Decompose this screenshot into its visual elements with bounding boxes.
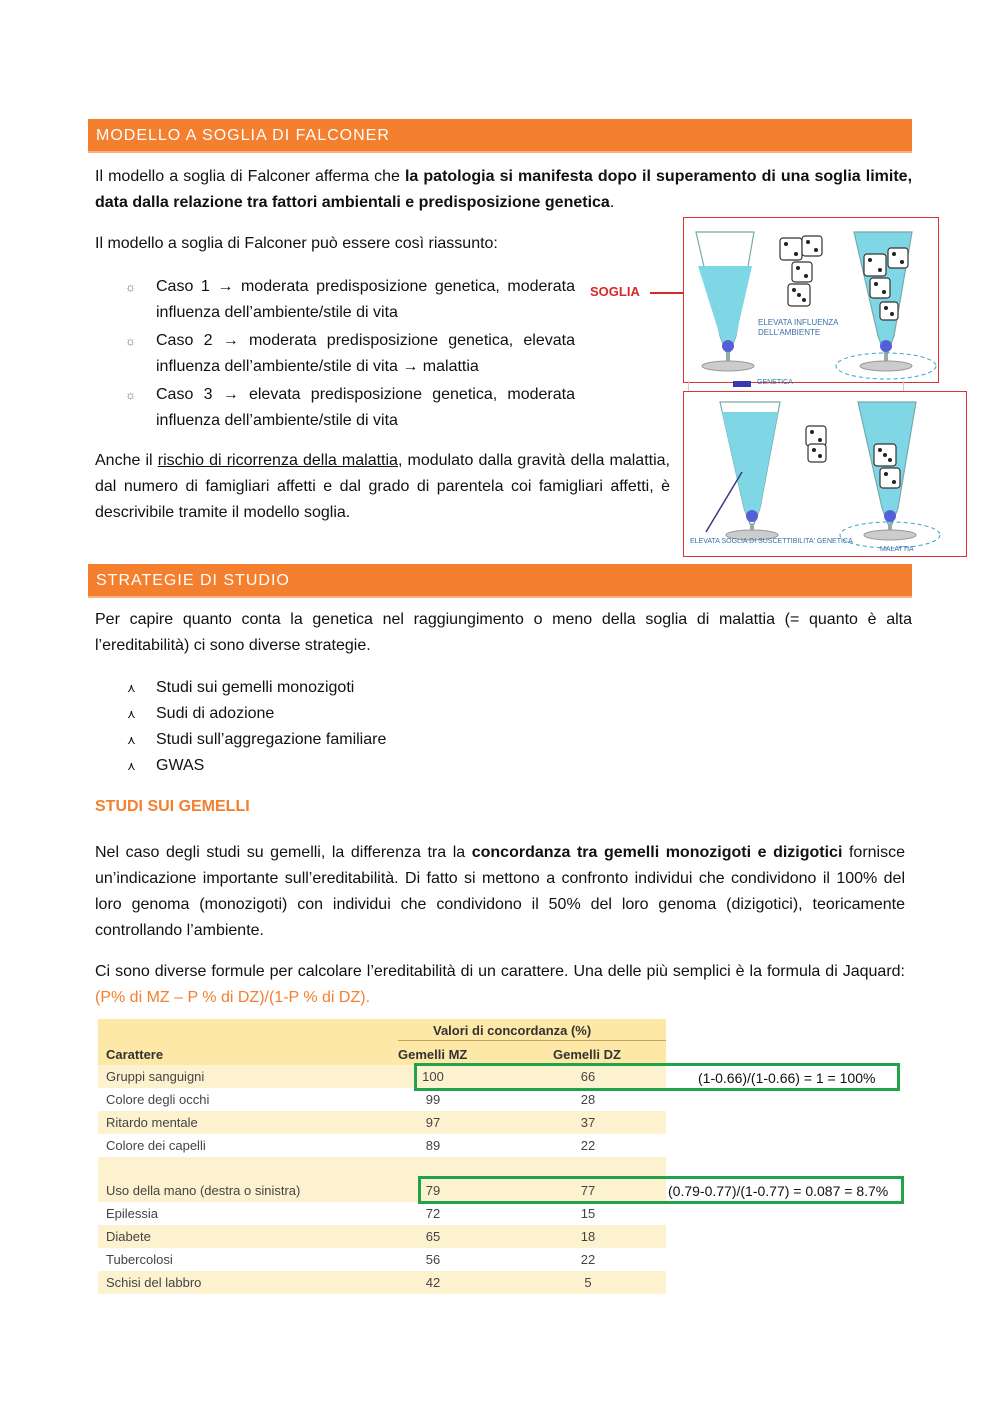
falconer-intro	[95, 164, 912, 216]
cell-name: Colore degli occhi	[106, 1092, 210, 1107]
cell-name: Tubercolosi	[106, 1252, 173, 1267]
risk-link: rischio di ricorrenza della malattia	[157, 452, 398, 469]
cell-name: Colore dei capelli	[106, 1138, 206, 1153]
arrowhead-bullet-icon: ⋏	[127, 759, 136, 773]
cell-dz: 22	[580, 1252, 596, 1267]
gemelli-p1-a: Nel caso degli studi su gemelli, la differenza tra la	[95, 844, 472, 861]
arrowhead-bullet-icon: ⋏	[127, 707, 136, 721]
risk-paragraph	[95, 448, 670, 526]
table-col-mz: Gemelli MZ	[398, 1047, 468, 1062]
formula-2: (0.79-0.77)/(1-0.77) = 0.087 = 8.7%	[668, 1183, 889, 1199]
section-header-strategie: STRATEGIE DI STUDIO	[88, 564, 912, 598]
falconer-cases-list	[125, 274, 575, 436]
risk-pre: Anche il	[95, 452, 158, 469]
cell-name: Schisi del labbro	[106, 1275, 202, 1290]
cell-mz: 100	[422, 1069, 444, 1084]
cell-dz: 77	[580, 1183, 596, 1198]
case-text: Caso 3 → elevata predisposizione genetica, moderata influenza dell’ambiente/stile di vita	[156, 386, 575, 429]
table-row	[98, 1134, 666, 1157]
section-header-falconer: MODELLO A SOGLIA DI FALCONER	[88, 119, 912, 153]
list-item	[125, 701, 386, 727]
genetica-arrow-icon	[733, 381, 751, 387]
case-text: Caso 2 → moderata predisposizione genetica, elevata influenza dell’ambiente/stile di vita → malattia	[156, 332, 575, 375]
list-item	[125, 727, 386, 753]
soglia-pointer-line	[650, 292, 684, 294]
figure-label-genetica: GENETICA	[757, 379, 793, 386]
intro-bold: la patologia si manifesta dopo il superamento di una soglia limite, data dalla relazione tra fattori ambientali e predisposizione genetica	[95, 168, 913, 211]
cell-name: Ritardo mentale	[106, 1115, 198, 1130]
falconer-summary: Il modello a soglia di Falconer può essere così riassunto:	[95, 235, 498, 252]
intro-plain: Il modello a soglia di Falconer afferma che	[95, 168, 405, 185]
sun-bullet-icon: ☼	[125, 280, 136, 294]
cell-mz: 56	[425, 1252, 441, 1267]
case-text: Caso 1 → moderata predisposizione genetica, moderata influenza dell’ambiente/stile di vita	[156, 278, 575, 321]
table-row	[98, 1248, 666, 1271]
figure-label-malattia: MALATTIA	[880, 546, 914, 553]
strategy-label: GWAS	[156, 757, 205, 774]
cell-mz: 42	[425, 1275, 441, 1290]
strategie-list	[125, 675, 386, 779]
table-row	[98, 1088, 666, 1111]
cell-name: Uso della mano (destra o sinistra)	[106, 1183, 301, 1198]
list-item	[125, 328, 575, 380]
gemelli-p1-bold: concordanza tra gemelli monozigoti e dizigotici	[471, 844, 843, 861]
table-row	[98, 1271, 666, 1294]
strategy-label: Studi sull’aggregazione familiare	[156, 731, 387, 748]
cell-mz: 97	[425, 1115, 441, 1130]
gemelli-p2-a: Ci sono diverse formule per calcolare l’ereditabilità di un carattere. Una delle più semplici è la formula di Jaquard:	[95, 963, 905, 980]
cell-dz: 15	[580, 1206, 596, 1221]
table-col-carattere: Carattere	[106, 1047, 164, 1062]
cell-mz: 79	[425, 1183, 441, 1198]
gemelli-title: STUDI SUI GEMELLI	[95, 798, 250, 815]
gemelli-paragraph-2	[95, 959, 905, 1011]
risk-post: , modulato dalla gravità della malattia, dal numero di famigliari affetti e dal grado di parentela coi famigliari affetti, è descrivibile tramite il modello soglia.	[95, 452, 670, 521]
formula-1: (1-0.66)/(1-0.66) = 1 = 100%	[698, 1070, 876, 1086]
jaquard-formula: (P% di MZ – P % di DZ)/(1-P % di DZ).	[95, 989, 371, 1006]
intro-end: .	[609, 194, 615, 211]
table-col-dz: Gemelli DZ	[553, 1047, 621, 1062]
table-row	[98, 1111, 666, 1134]
list-item	[125, 675, 386, 701]
concordance-table	[98, 1019, 666, 1295]
list-item	[125, 753, 386, 779]
sun-bullet-icon: ☼	[125, 388, 136, 402]
cell-mz: 89	[425, 1138, 441, 1153]
strategie-intro: Per capire quanto conta la genetica nel raggiungimento o meno della soglia di malattia (= quanto è alta l’ereditabilità) ci sono diverse strategie.	[95, 611, 912, 654]
glasses-illustration-top	[684, 218, 938, 382]
cell-mz: 65	[425, 1229, 441, 1244]
cell-dz: 28	[580, 1092, 596, 1107]
sun-bullet-icon: ☼	[125, 334, 136, 348]
figure-label-ambiente: ELEVATA INFLUENZA DELL’AMBIENTE	[758, 318, 839, 337]
table-row	[98, 1225, 666, 1248]
gemelli-p1-b: fornisce un’indicazione importante sull’ereditabilità. Di fatto si mettono a confronto individui che condividono il 100% del loro genoma (monozigoti) con individui che condividono il 50% del loro genoma (dizigotici), teoricamente controllando l’ambiente.	[95, 844, 906, 939]
cell-dz: 37	[580, 1115, 596, 1130]
table-row	[98, 1202, 666, 1225]
figure-panel-bottom	[683, 391, 967, 557]
cell-mz: 72	[425, 1206, 441, 1221]
table-group-header: Valori di concordanza (%)	[433, 1023, 592, 1038]
glasses-illustration-bottom	[684, 392, 964, 556]
strategy-label: Sudi di adozione	[156, 705, 275, 722]
figure-panel-top	[683, 217, 939, 383]
cell-dz: 5	[584, 1275, 592, 1290]
list-item	[125, 382, 575, 434]
arrowhead-bullet-icon: ⋏	[127, 733, 136, 747]
cell-dz: 22	[580, 1138, 596, 1153]
cell-name: Epilessia	[106, 1206, 159, 1221]
figure-connector	[688, 381, 904, 391]
figure-label-soglia-genetica: ELEVATA SOGLIA DI SUSCETTIBILITA' GENETICA	[690, 538, 853, 545]
cell-name: Diabete	[106, 1229, 151, 1244]
soglia-label: SOGLIA	[590, 284, 640, 299]
gemelli-paragraph-1	[95, 840, 905, 944]
cell-name: Gruppi sanguigni	[106, 1069, 205, 1084]
strategy-label: Studi sui gemelli monozigoti	[156, 679, 355, 696]
arrowhead-bullet-icon: ⋏	[127, 681, 136, 695]
cell-dz: 18	[580, 1229, 596, 1244]
cell-mz: 99	[425, 1092, 441, 1107]
table-divider	[398, 1040, 666, 1041]
list-item	[125, 274, 575, 326]
cell-dz: 66	[580, 1069, 596, 1084]
